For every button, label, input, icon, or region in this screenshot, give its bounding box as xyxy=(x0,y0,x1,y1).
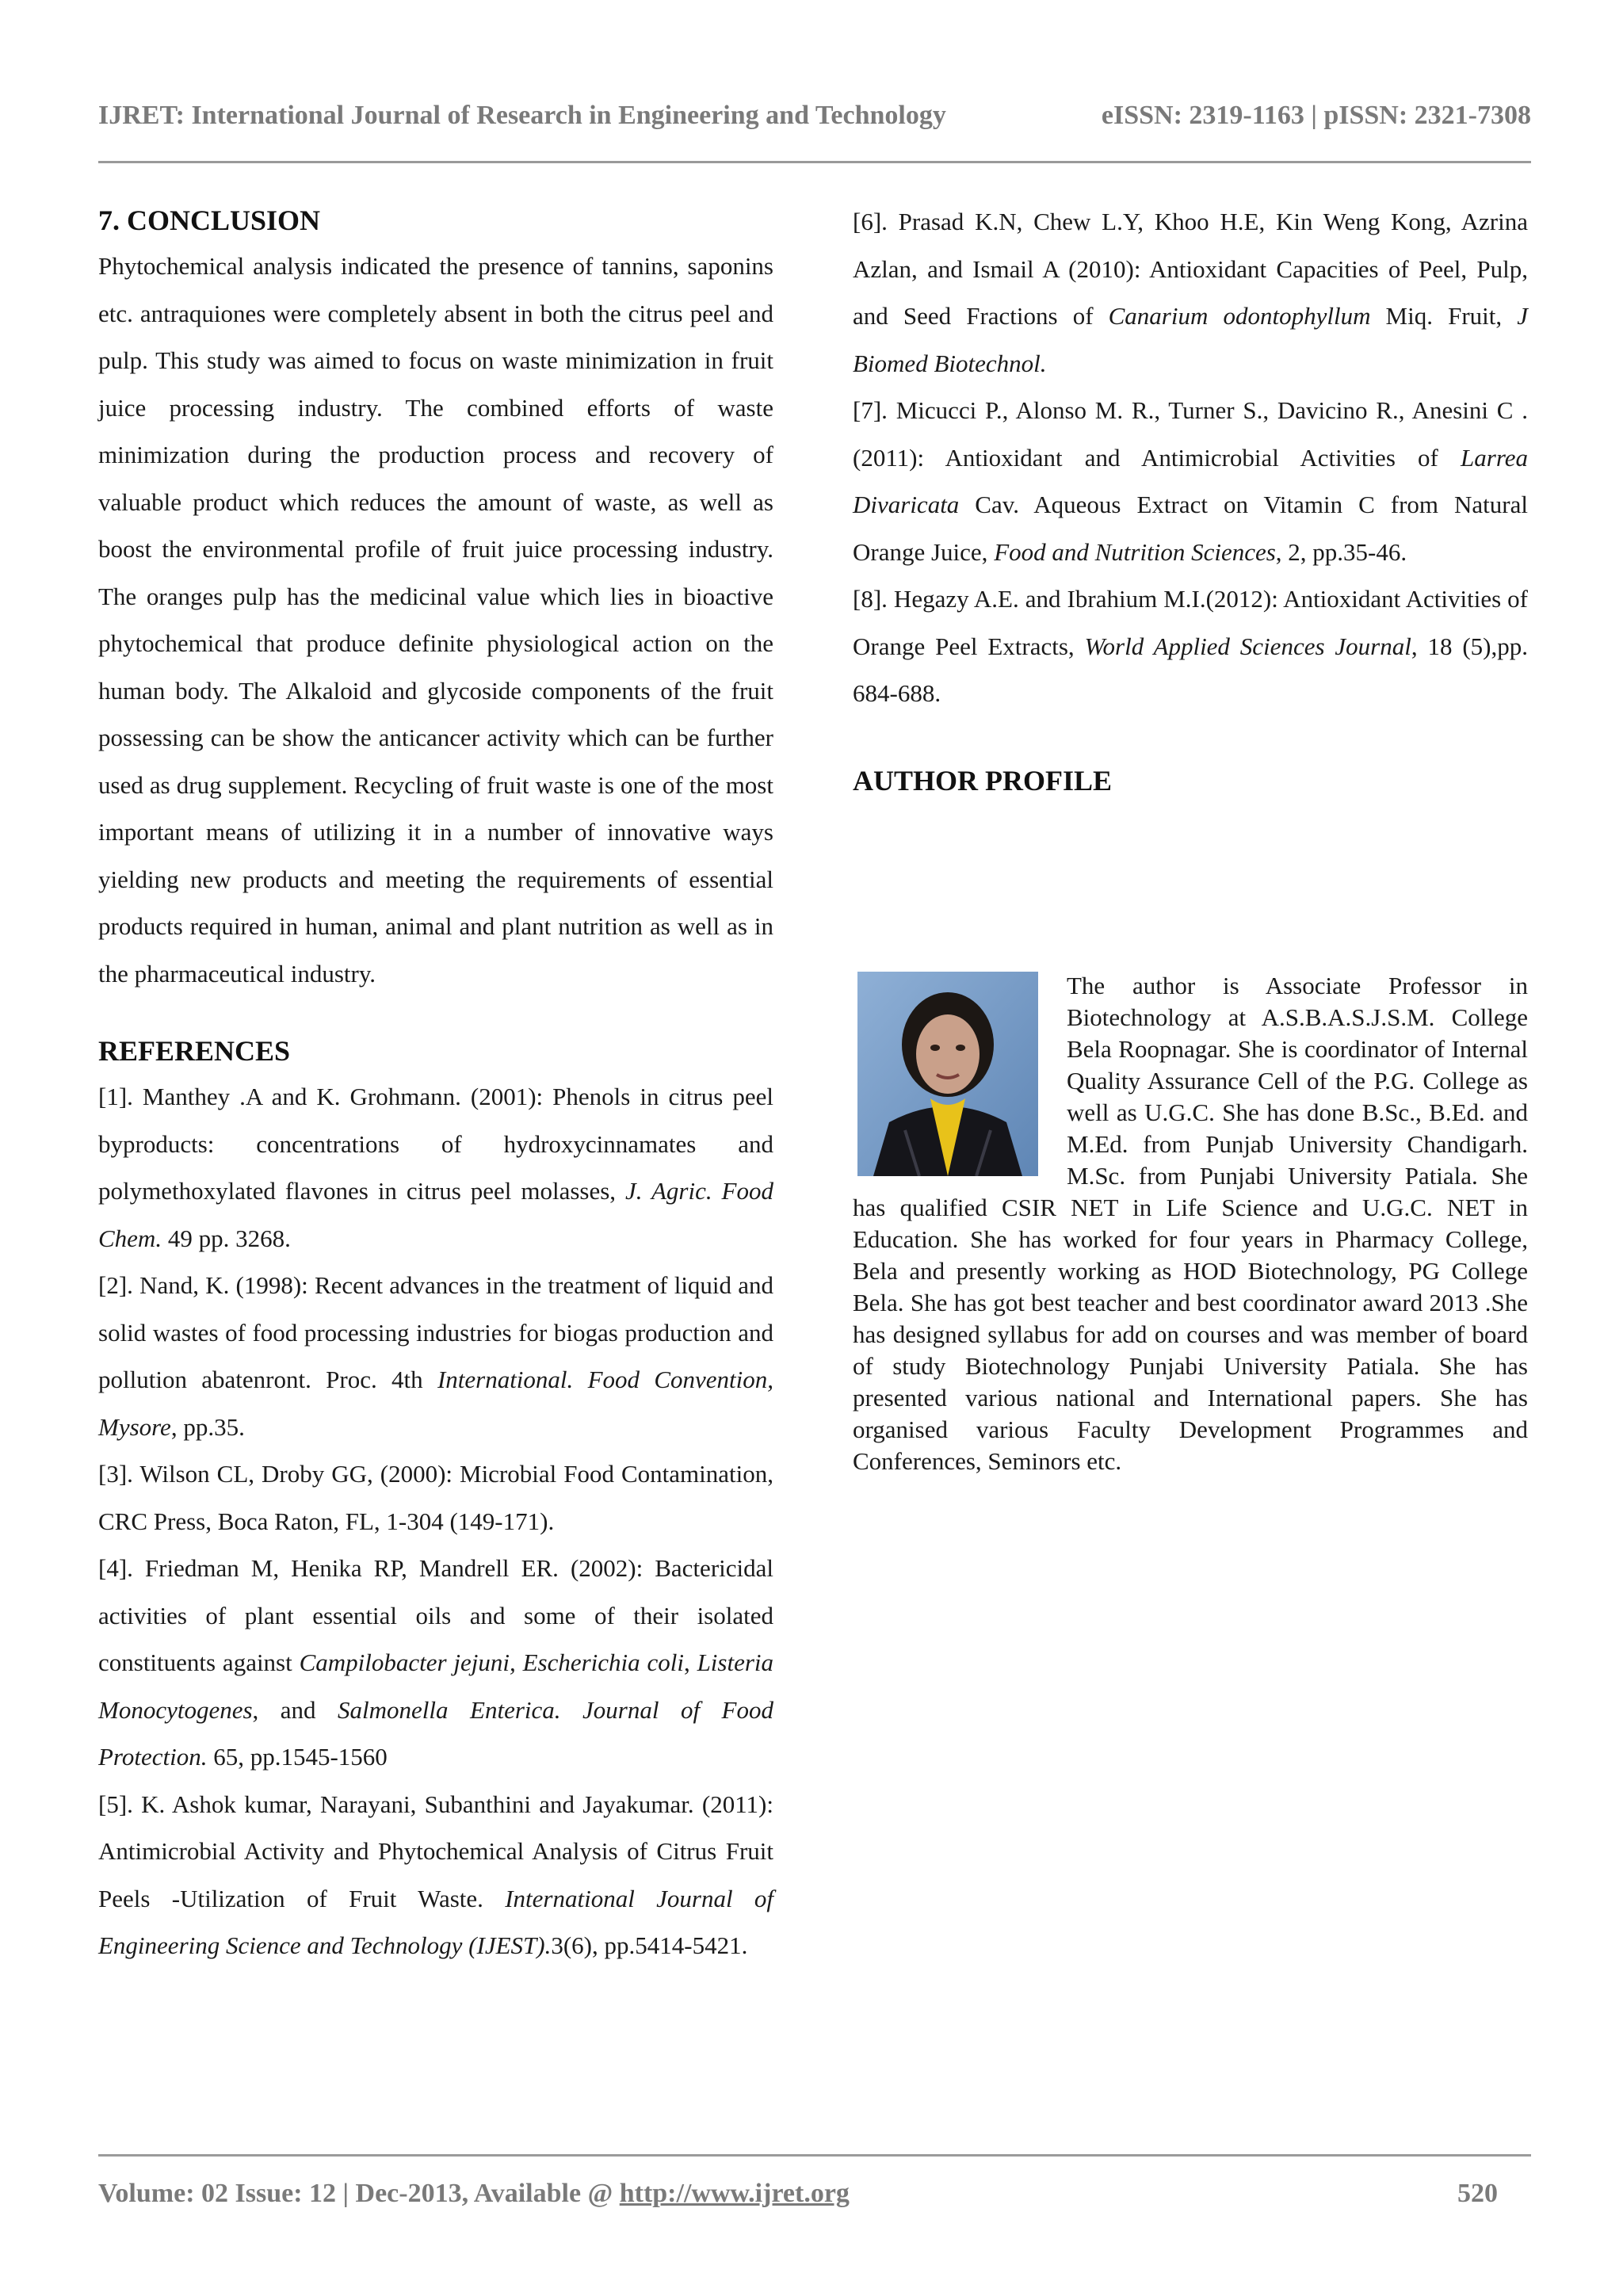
author-profile-heading: AUTHOR PROFILE xyxy=(853,764,1113,797)
footer-divider xyxy=(98,2154,1531,2157)
page-number: 520 xyxy=(1457,2179,1498,2208)
conclusion-heading: 7. CONCLUSION xyxy=(98,204,321,236)
footer-volume: Volume: 02 Issue: 12 | Dec-2013, Available @ http://www.ijret.org xyxy=(98,2179,850,2208)
journal-title: IJRET: International Journal of Research in Engineering and Technology xyxy=(98,101,946,130)
reference-8: [8]. Hegazy A.E. and Ibrahium M.I.(2012): Antioxidant Activities of Orange Peel Extracts, World Applied Sciences Journal, 18 (5),pp. 684-688. xyxy=(853,585,1528,707)
ref-number: [6]. xyxy=(853,208,888,235)
author-photo xyxy=(857,972,1038,1176)
ref-number: [3]. xyxy=(98,1460,133,1488)
reference-5: [5]. K. Ashok kumar, Narayani, Subanthini and Jayakumar. (2011): Antimicrobial Activity and Phytochemical Analysis of Citrus Fruit Peels -Utilization of Fruit Waste. International Journal of Engineering Science and Technology (IJEST).3(6), pp.5414-5421. xyxy=(98,1790,773,1959)
reference-1: [1]. Manthey .A and K. Grohmann. (2001): Phenols in citrus peel byproducts: concentrations of hydroxycinnamates and polymethoxylated flavones in citrus peel molasses, J. Agric. Food Chem. 49 pp. 3268. xyxy=(98,1083,773,1252)
page-header xyxy=(98,94,1531,138)
issn: eISSN: 2319-1163 | pISSN: 2321-7308 xyxy=(1101,101,1531,130)
reference-6: [6]. Prasad K.N, Chew L.Y, Khoo H.E, Kin Weng Kong, Azrina Azlan, and Ismail A (2010): Antioxidant Capacities of Peel, Pulp, and Seed Fractions of Canarium odontophyllum Miq. Fruit, J Biomed Biotechnol. xyxy=(853,208,1528,377)
left-column xyxy=(98,198,773,1969)
author-profile xyxy=(853,970,1528,1477)
references-heading: REFERENCES xyxy=(98,1035,291,1067)
ref-number: [4]. xyxy=(98,1554,133,1582)
ref-number: [8]. xyxy=(853,585,888,613)
journal-link[interactable]: http://www.ijret.org xyxy=(619,2179,850,2208)
right-column xyxy=(853,198,1528,803)
page-footer xyxy=(98,2172,1498,2216)
author-bio: The author is Associate Professor in Biotechnology at A.S.B.A.S.J.S.M. College Bela Roopnagar. She is coordinator of Internal Quality Assurance Cell of the P.G. College as well as U.G.C. She has done B.Sc., B.Ed. and M.Ed. from Punjab University Chandigarh. M.Sc. from Punjabi University Patiala. She has qualified CSIR NET in Life Science and U.G.C. NET in Education. She has worked for four years in Pharmacy College, Bela and presently working as HOD Biotechnology, PG College Bela. She has got best teacher and best coordinator award 2013 .She has designed syllabus for add on courses and was member of board of study Biotechnology Punjabi University Patiala. She has presented various national and International papers. She has organised various Faculty Development Programmes and Conferences, Seminors etc. xyxy=(853,972,1528,1475)
conclusion-text: Phytochemical analysis indicated the presence of tannins, saponins etc. antraquiones were completely absent in both the citrus peel and pulp. This study was aimed to focus on waste minimization in fruit juice processing industry. The combined efforts of waste minimization during the production process and recovery of valuable product which reduces the amount of waste, as well as boost the environmental profile of fruit juice processing industry. The oranges pulp has the medicinal value which lies in bioactive phytochemical that produce definite physiological action on the human body. The Alkaloid and glycoside components of the fruit possessing can be show the anticancer activity which can be further used as drug supplement. Recycling of fruit waste is one of the most important means of utilizing it in a number of innovative ways yielding new products and meeting the requirements of essential products required in human, animal and plant nutrition as well as in the pharmaceutical industry. xyxy=(98,252,773,988)
reference-2: [2]. Nand, K. (1998): Recent advances in the treatment of liquid and solid wastes of food processing industries for biogas production and pollution abatenront. Proc. 4th International. Food Convention, Mysore, pp.35. xyxy=(98,1271,773,1441)
reference-7: [7]. Micucci P., Alonso M. R., Turner S., Davicino R., Anesini C .(2011): Antioxidant and Antimicrobial Activities of Larrea Divaricata Cav. Aqueous Extract on Vitamin C from Natural Orange Juice, Food and Nutrition Sciences, 2, pp.35-46. xyxy=(853,396,1528,566)
ref-number: [7]. xyxy=(853,396,888,424)
ref-number: [5]. xyxy=(98,1790,133,1818)
reference-3: [3]. Wilson CL, Droby GG, (2000): Microbial Food Contamination, CRC Press, Boca Raton, FL, 1-304 (149-171). xyxy=(98,1460,773,1535)
ref-number: [1]. xyxy=(98,1083,133,1110)
reference-4: [4]. Friedman M, Henika RP, Mandrell ER. (2002): Bactericidal activities of plant essential oils and some of their isolated constituents against Campilobacter jejuni, Escherichia coli, Listeria Monocytogenes, and Salmonella Enterica. Journal of Food Protection. 65, pp.1545-1560 xyxy=(98,1554,774,1771)
ref-number: [2]. xyxy=(98,1271,133,1299)
header-divider xyxy=(98,161,1531,163)
